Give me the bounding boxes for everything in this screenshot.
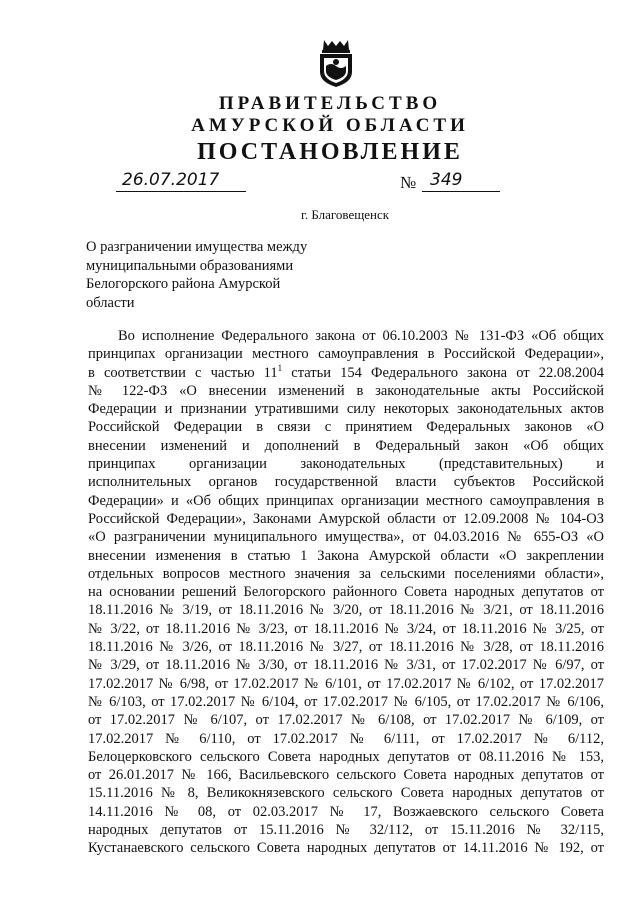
body-line: от 26.01.2017 № 166, Васильевского сельского Совета народных депутатов от <box>88 767 604 784</box>
body-line: внесении изменений и дополнений в Федеральный закон «Об общих <box>88 437 604 454</box>
document-subject <box>86 238 346 312</box>
number-sign: № <box>400 173 417 192</box>
government-title: ПРАВИТЕЛЬСТВО <box>218 93 442 114</box>
body-line: Кустанаевского сельского Совета народных депутатов от 14.11.2016 № 192, от <box>88 840 604 857</box>
body-line: 17.02.2017 № 6/110, от 17.02.2017 № 6/111, от 17.02.2017 № 6/112, <box>88 730 604 747</box>
body-line: Федерации и признании утратившими силу некоторых законодательных актов <box>88 401 604 418</box>
body-line: № 3/29, от 18.11.2016 № 3/30, от 18.11.2016 № 3/31, от 17.02.2017 № 6/97, от <box>88 657 604 674</box>
region-title: АМУРСКОЙ ОБЛАСТИ <box>191 115 469 136</box>
superscript: 1 <box>277 363 283 373</box>
body-line: на основании решений Белогорского районного Совета народных депутатов от <box>88 584 604 601</box>
coat-of-arms-icon <box>316 38 356 88</box>
body-line-part: статьи 154 Федерального закона от 22.08.2004 <box>282 364 604 381</box>
body-line: от 17.02.2017 № 6/107, от 17.02.2017 № 6/108, от 17.02.2017 № 6/109, от <box>88 712 604 729</box>
body-line: Во исполнение Федерального закона от 06.10.2003 № 131-ФЗ «Об общих <box>118 328 604 344</box>
body-line: 15.11.2016 № 8, Великокнязевского сельского Совета народных депутатов от <box>88 785 604 802</box>
body-line: «О разграничении муниципального имущества», от 04.03.2016 № 655-ОЗ «О <box>88 529 604 546</box>
body-line: 17.02.2017 № 6/98, от 17.02.2017 № 6/101, от 17.02.2017 № 6/102, от 17.02.2017 <box>88 675 604 692</box>
body-line: внесении изменения в статью 1 Закона Амурской области «О закреплении <box>88 547 604 564</box>
body-line-part: в соответствии с частью 11 <box>88 364 278 381</box>
body-line: отдельных вопросов местного значения за сельскими поселениями области», <box>88 565 604 582</box>
body-line <box>88 364 604 382</box>
body-line: Российской Федерации в связи с принятием Федеральных законов «О <box>88 419 604 436</box>
body-line: исполнительных органов государственной власти субъектов Российской <box>88 474 604 491</box>
body-line: 18.11.2016 № 3/19, от 18.11.2016 № 3/20, от 18.11.2016 № 3/21, от 18.11.2016 <box>88 602 604 619</box>
body-line: 14.11.2016 № 08, от 02.03.2017 № 17, Возжаевского сельского Совета <box>88 803 604 820</box>
body-line: принципах организации законодательных (представительных) и <box>88 456 604 473</box>
document-number: 349 <box>422 170 500 192</box>
document-date: 26.07.2017 <box>116 170 246 192</box>
subject-line: Белогорского района Амурской <box>86 276 281 292</box>
body-line: принципах организации местного самоуправления в Российской Федерации», <box>88 346 604 363</box>
document-body <box>88 327 604 858</box>
body-line: народных депутатов от 15.11.2016 № 32/112, от 15.11.2016 № 32/115, <box>88 822 604 839</box>
body-line: № 3/22, от 18.11.2016 № 3/23, от 18.11.2016 № 3/24, от 18.11.2016 № 3/25, от <box>88 620 604 637</box>
document-type: ПОСТАНОВЛЕНИЕ <box>197 139 463 165</box>
body-line: № 6/103, от 17.02.2017 № 6/104, от 17.02.2017 № 6/105, от 17.02.2017 № 6/106, <box>88 693 604 710</box>
body-line: № 122-ФЗ «О внесении изменений в законодательные акты Российской <box>88 382 604 399</box>
body-line: Белоцерковского сельского Совета народных депутатов от 08.11.2016 № 153, <box>88 748 604 765</box>
city-label: г. Благовещенск <box>300 207 390 222</box>
body-line: Российской Федерации», Законами Амурской области от 12.09.2008 № 104-ОЗ <box>88 510 604 527</box>
subject-line: О разграничении имущества между <box>86 239 308 255</box>
subject-line: муниципальными образованиями <box>86 257 294 274</box>
subject-line: области <box>86 294 135 311</box>
body-line: 18.11.2016 № 3/26, от 18.11.2016 № 3/27, от 18.11.2016 № 3/28, от 18.11.2016 <box>88 639 604 656</box>
body-line: Федерации» и «Об общих принципах организации местного самоуправления в <box>88 492 604 509</box>
